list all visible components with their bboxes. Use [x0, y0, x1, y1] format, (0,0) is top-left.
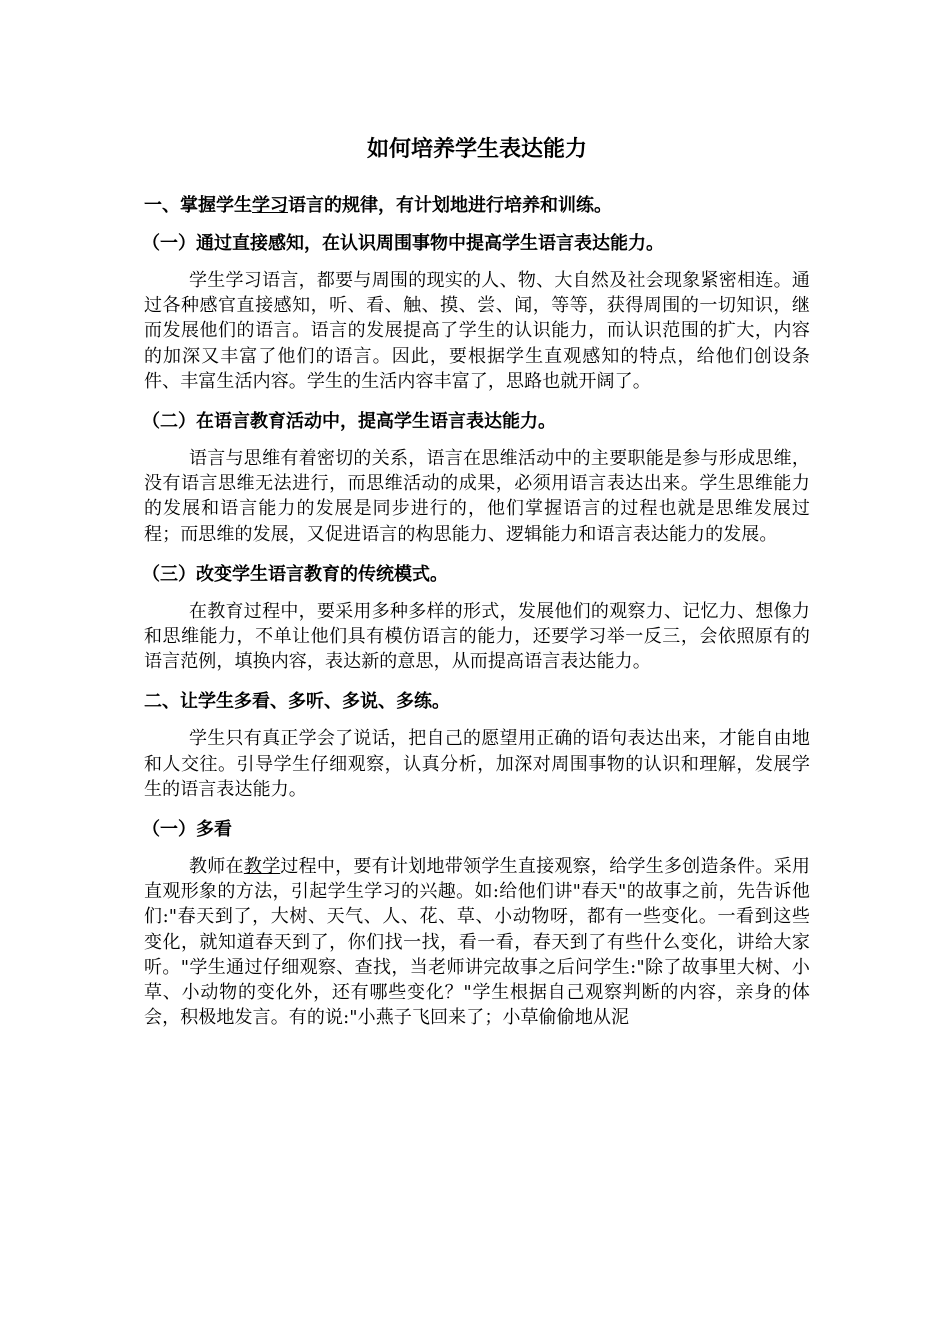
paragraph-3: 在教育过程中，要采用多种多样的形式，发展他们的观察力、记忆力、想像力和思维能力，不单让他们具有模仿语言的能力，还要学习举一反三，会依照原有的语言范例，填换内容，表达新的意思，从而提高语言表达能力。: [144, 600, 810, 673]
subheading-1-3: （三）改变学生语言教育的传统模式。: [142, 563, 448, 585]
section-heading-1: [144, 192, 810, 220]
heading-text: 语言的规律，有计划地进行培养和训练。: [288, 195, 612, 216]
document-title: 如何培养学生表达能力: [366, 137, 587, 162]
subheading-1-1: （一）通过直接感知，在认识周围事物中提高学生语言表达能力。: [142, 233, 664, 254]
paragraph-1: 学生学习语言，都要与周围的现实的人、物、大自然及社会现象紧密相连。通过各种感官直接感知，听、看、触、摸、尝、闻，等等，获得周围的一切知识，继而发展他们的语言。语言的发展提高了学生的认识能力，而认识范围的扩大，内容的加深又丰富了他们的语言。因此，要根据学生直观感知的特点，给他们创设条件、丰富生活内容。学生的生活内容丰富了，思路也就开阔了。: [144, 270, 810, 392]
link-study[interactable]: 学习: [252, 195, 288, 216]
subheading-1-2: （二）在语言教育活动中，提高学生语言表达能力。: [142, 411, 556, 433]
paragraph-text: 教师在: [189, 856, 244, 878]
document-page: [144, 134, 810, 1044]
paragraph-text: 过程中，要有计划地带领学生直接观察，给学生多创造条件。采用直观形象的方法，引起学生学习的兴趣。如:给他们讲"春天"的故事之前，先告诉他们:"春天到了，大树、天气、人、花、草、小动物呀，都有一些变化。一看到这些变化，就知道春天到了，你们找一找，看一看，春天到了有些什么变化，讲给大家听。"学生通过仔细观察、查找，当老师讲完故事之后问学生:"除了故事里大树、小草、小动物的变化外，还有哪些变化？"学生根据自己观察判断的内容，亲身的体会，积极地发言。有的说:"小燕子飞回来了；小草偷偷地从泥: [144, 856, 810, 1029]
subheading-2-1: （一）多看: [142, 819, 232, 841]
paragraph-4: 学生只有真正学会了说话，把自己的愿望用正确的语句表达出来，才能自由地和人交往。引导学生仔细观察，认真分析，加深对周围事物的认识和理解，发展学生的语言表达能力。: [144, 728, 810, 800]
paragraph-5: [144, 854, 810, 1030]
paragraph-2: 语言与思维有着密切的关系，语言在思维活动中的主要职能是参与形成思维，没有语言思维无法进行，而思维活动的成果，必须用语言表达出来。学生思维能力的发展和语言能力的发展是同步进行的，他们掌握语言的过程也就是思维发展过程；而思维的发展，又促进语言的构思能力、逻辑能力和语言表达能力的发展。: [144, 448, 810, 545]
section-heading-2: 二、让学生多看、多听、多说、多练。: [144, 691, 450, 713]
link-teaching[interactable]: 教学: [243, 856, 281, 878]
heading-text: 一、掌握学生: [144, 195, 252, 216]
